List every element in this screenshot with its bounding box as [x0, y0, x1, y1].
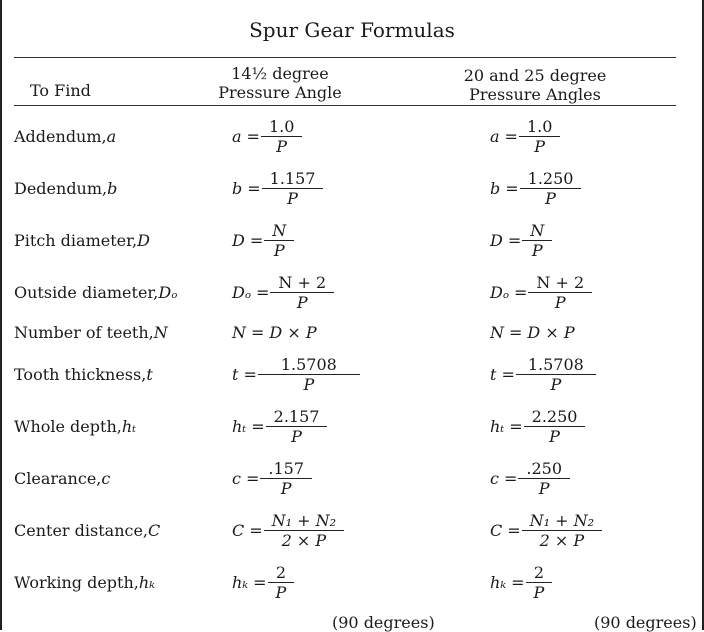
- table-row: [0, 216, 704, 264]
- header-col1: [200, 64, 360, 102]
- fraction: $\frac{1.0}{P}$: [523, 117, 556, 156]
- header-col2-line1: 20 and 25 degree: [463, 66, 607, 85]
- formula-col2: hₖ = $\frac{2}{P}$: [490, 558, 548, 606]
- page-title: Spur Gear Formulas: [249, 18, 455, 42]
- formula-col1: D = $\frac{N}{P}$: [232, 216, 290, 264]
- row-label: Center distance, C: [14, 520, 161, 540]
- formula-col1: C = $\frac{\text{N₁ + N₂}}{2 \times P}$: [232, 506, 340, 554]
- header-to-find: To Find: [30, 81, 91, 100]
- formula-col2: t = $\frac{1.5708}{P}$: [490, 350, 592, 398]
- formula-col1: a = $\frac{1.0}{P}$: [232, 112, 298, 160]
- formula-col2: hₜ = $\frac{2.250}{P}$: [490, 402, 581, 450]
- fraction: $\frac{.250}{P}$: [522, 459, 566, 498]
- formula-col1: c = $\frac{.157}{P}$: [232, 454, 308, 502]
- fraction: $\frac{2}{P}$: [272, 563, 291, 602]
- formula-col1: N = D × P: [232, 322, 317, 342]
- row-label: Number of teeth, N: [14, 322, 168, 342]
- partial-row: [0, 610, 704, 632]
- formula-col2: C = $\frac{\text{N₁ + N₂}}{2 \times P}$: [490, 506, 598, 554]
- formula-col2: D = $\frac{N}{P}$: [490, 216, 548, 264]
- header-col1-line1: 14½ degree: [231, 64, 329, 83]
- partial-col2-fragment: (90 degrees): [594, 613, 697, 632]
- fraction: $\frac{.157}{P}$: [264, 459, 308, 498]
- formula-col1: Dₒ = $\frac{N + 2}{P}$: [232, 268, 330, 316]
- fraction: $\frac{N}{P}$: [526, 221, 548, 260]
- table-row: [0, 112, 704, 160]
- fraction: $\frac{N}{P}$: [268, 221, 290, 260]
- formula-col2: a = $\frac{1.0}{P}$: [490, 112, 556, 160]
- table-row: [0, 454, 704, 502]
- row-label: Addendum, a: [14, 126, 117, 146]
- formula-col1: hₖ = $\frac{2}{P}$: [232, 558, 290, 606]
- row-label: Clearance, c: [14, 468, 111, 488]
- header-col1-line2: Pressure Angle: [218, 83, 342, 102]
- fraction: $\frac{2.250}{P}$: [528, 407, 582, 446]
- table-row: [0, 558, 704, 606]
- formula-col2: c = $\frac{.250}{P}$: [490, 454, 566, 502]
- table-row: [0, 402, 704, 450]
- formula-col2: N = D × P: [490, 322, 575, 342]
- row-label: Pitch diameter, D: [14, 230, 150, 250]
- fraction: $\frac{1.0}{P}$: [265, 117, 298, 156]
- fraction: $\frac{1.157}{P}$: [266, 169, 320, 208]
- header-col2: [440, 66, 630, 104]
- fraction: $\frac{2.157}{P}$: [270, 407, 324, 446]
- table-row: [0, 506, 704, 554]
- formula-col1: b = $\frac{1.157}{P}$: [232, 164, 319, 212]
- fraction: $\frac{1.5708}{P}$: [262, 355, 356, 394]
- fraction: $\frac{2}{P}$: [530, 563, 549, 602]
- formula-col1: t = $\frac{1.5708}{P}$: [232, 350, 356, 398]
- table-row: [0, 310, 704, 354]
- row-label: Dedendum, b: [14, 178, 118, 198]
- top-rule: [14, 57, 676, 58]
- table-row: [0, 164, 704, 212]
- header-col2-line2: Pressure Angles: [469, 85, 601, 104]
- fraction: $\frac{\text{N₁ + N₂}}{2 \times P}$: [268, 511, 340, 550]
- row-label: Working depth, hₖ: [14, 572, 155, 592]
- fraction: $\frac{1.5708}{P}$: [520, 355, 592, 394]
- row-label: Tooth thickness, t: [14, 364, 153, 384]
- table-row: [0, 268, 704, 316]
- header-rule: [14, 105, 676, 106]
- table-row: [0, 350, 704, 398]
- fraction: $\frac{\text{N₁ + N₂}}{2 \times P}$: [526, 511, 598, 550]
- formula-col2: Dₒ = $\frac{N + 2}{P}$: [490, 268, 588, 316]
- fraction: $\frac{1.250}{P}$: [524, 169, 578, 208]
- row-label: Outside diameter, Dₒ: [14, 282, 178, 302]
- formula-col2: b = $\frac{1.250}{P}$: [490, 164, 577, 212]
- fraction: $\frac{N + 2}{P}$: [274, 273, 330, 312]
- formula-col1: hₜ = $\frac{2.157}{P}$: [232, 402, 323, 450]
- partial-col1-fragment: (90 degrees): [332, 613, 435, 632]
- fraction: $\frac{N + 2}{P}$: [532, 273, 588, 312]
- row-label: Whole depth, hₜ: [14, 416, 137, 436]
